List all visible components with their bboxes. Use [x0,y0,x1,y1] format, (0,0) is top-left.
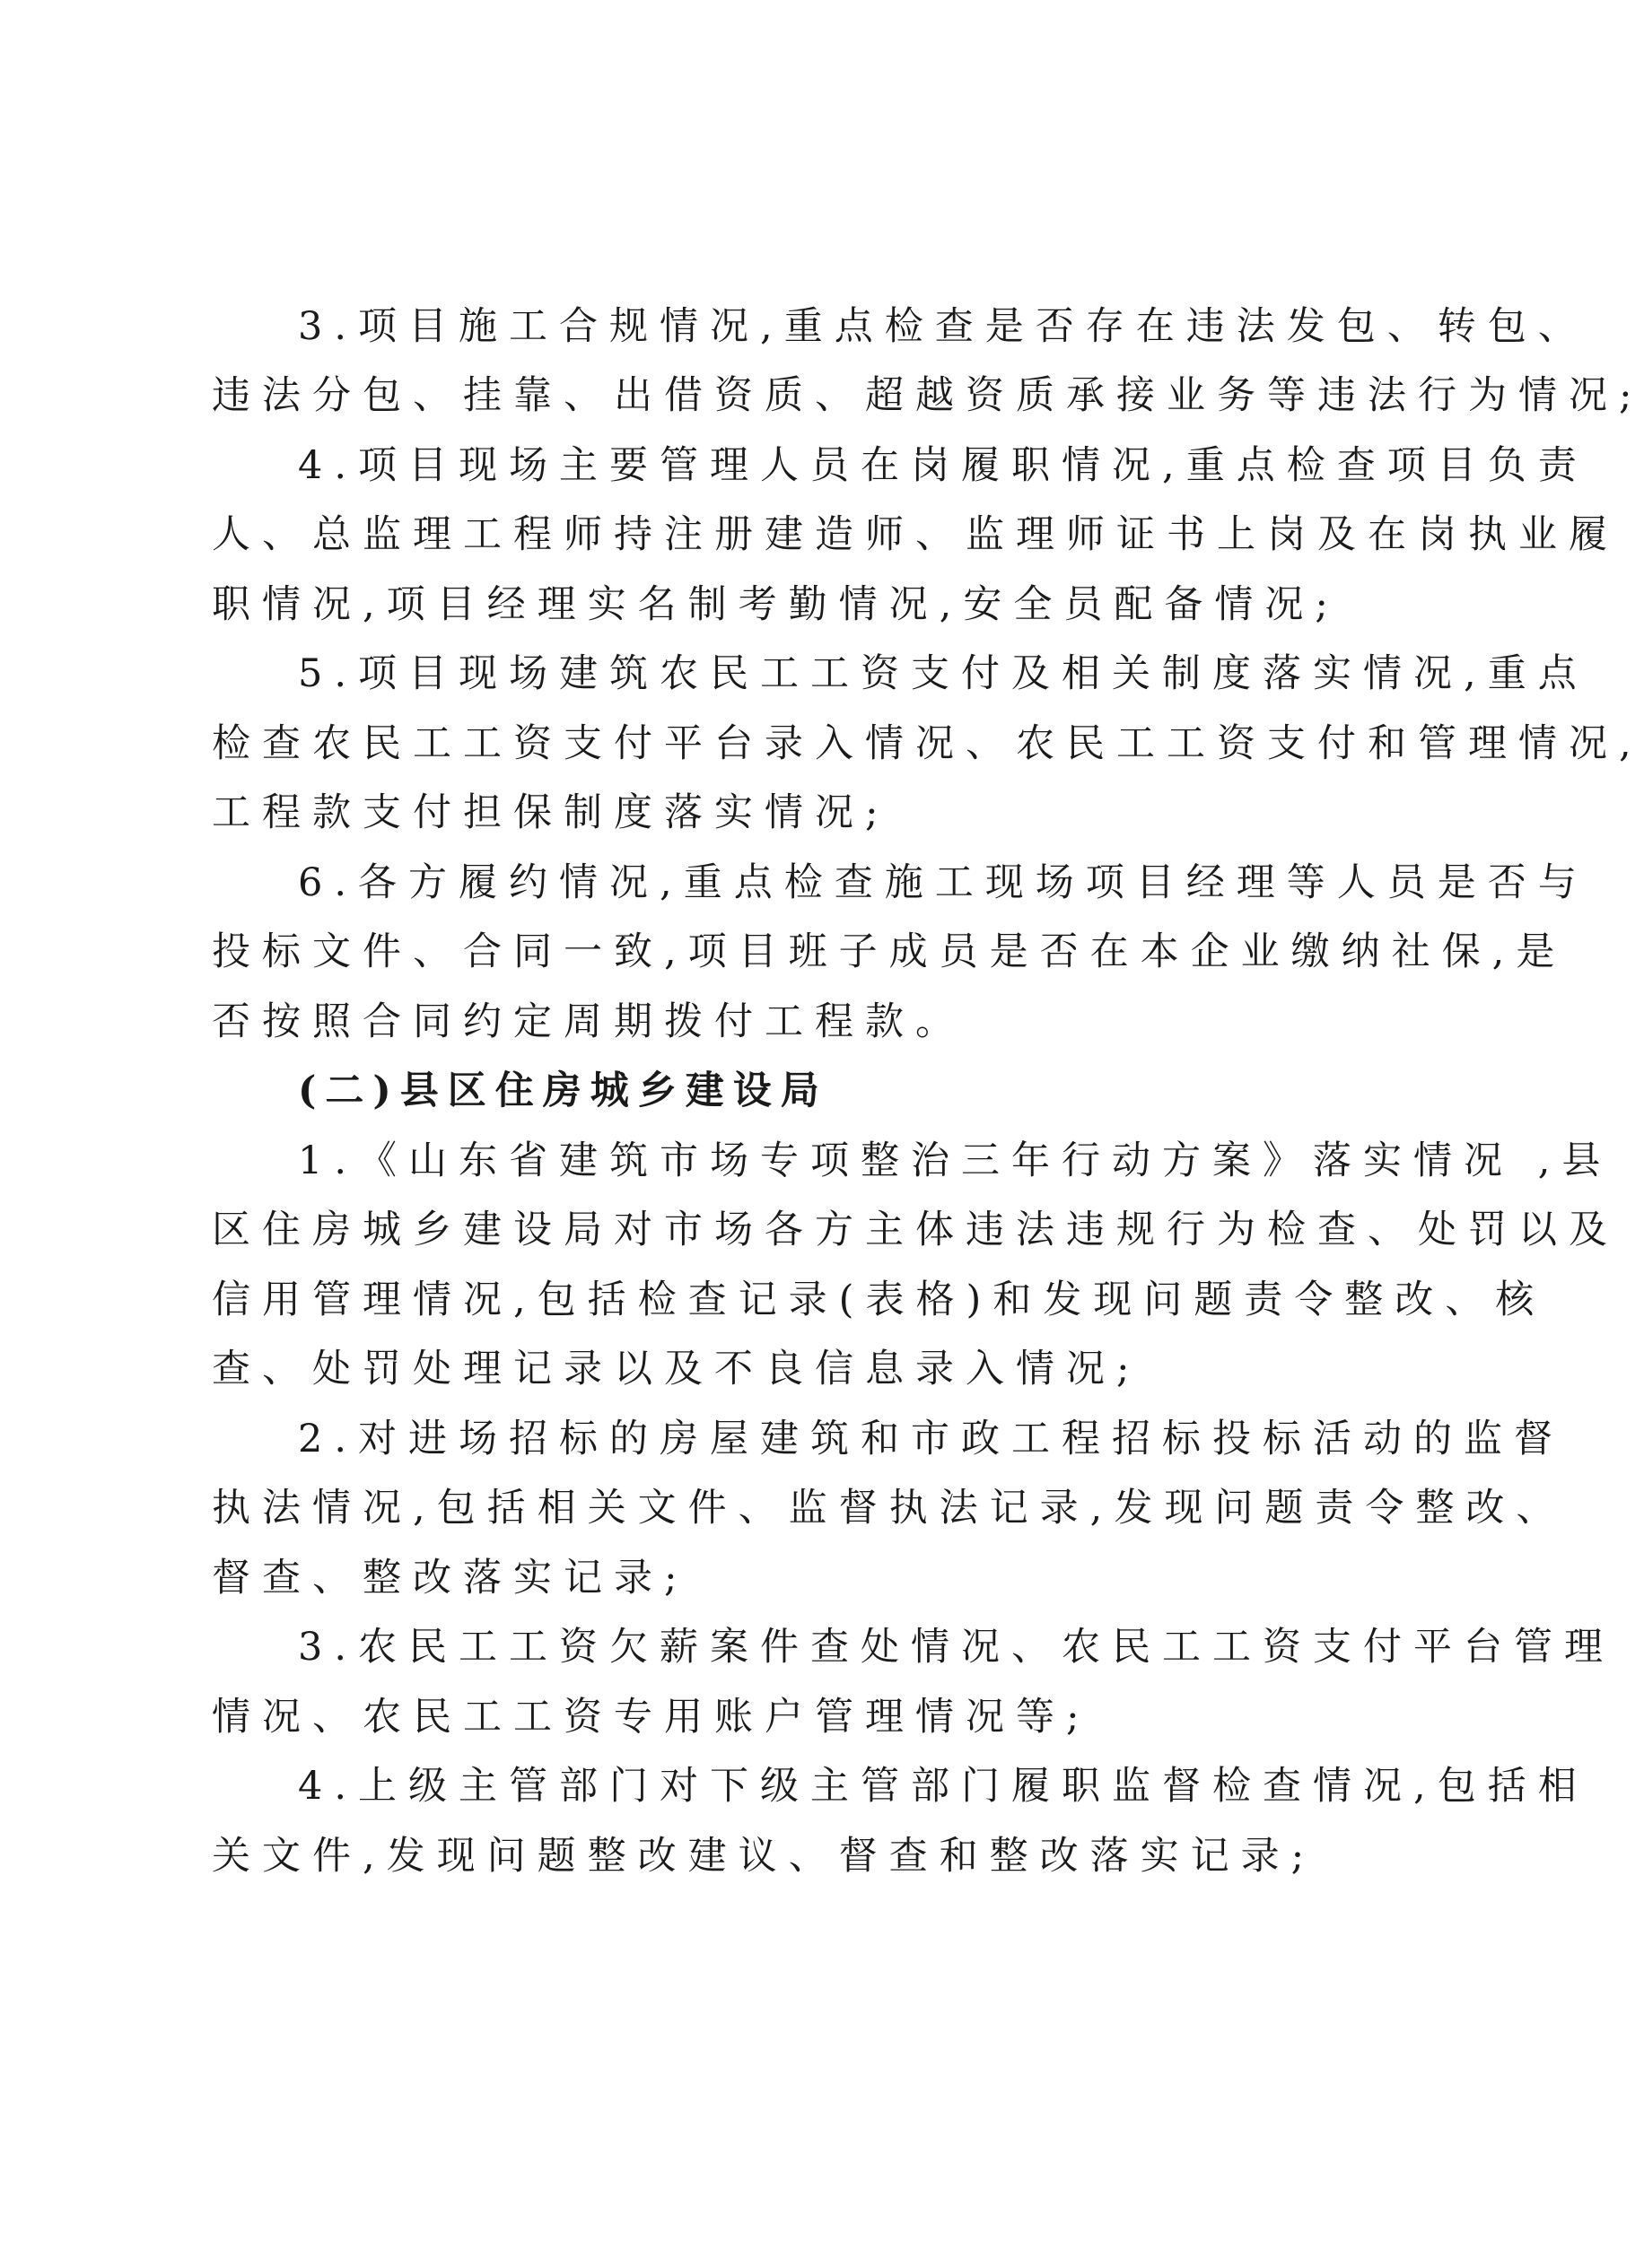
paragraph-line: 执法情况,包括相关文件、监督执法记录,发现问题责令整改、 [212,1486,1567,1531]
paragraph-line: 关文件,发现问题整改建议、督查和整改落实记录; [212,1834,1316,1879]
paragraph-line: 工程款支付担保制度落实情况; [212,790,890,835]
paragraph-line: 督查、整改落实记录; [212,1556,689,1601]
paragraph-line: 1.《山东省建筑市场专项整治三年行动方案》落实情况 ,县 [298,1138,1613,1183]
paragraph-line: 4.上级主管部门对下级主管部门履职监督检查情况,包括相 [298,1764,1588,1809]
paragraph-line: 区住房城乡建设局对市场各方主体违法违规行为检查、处罚以及 [212,1208,1619,1252]
paragraph-line: 否按照合同约定周期拨付工程款。 [212,999,966,1044]
paragraph-line: 3.农民工工资欠薪案件查处情况、农民工工资支付平台管理 [298,1625,1615,1670]
section-heading: (二)县区住房城乡建设局 [298,1069,828,1113]
paragraph-line: 2.对进场招标的房屋建筑和市政工程招标投标活动的监督 [298,1417,1565,1461]
paragraph-line: 投标文件、合同一致,项目班子成员是否在本企业缴纳社保,是 [212,929,1567,974]
paragraph-line: 信用管理情况,包括检查记录(表格)和发现问题责令整改、核 [212,1278,1546,1322]
paragraph-line: 情况、农民工工资专用账户管理情况等; [212,1695,1091,1740]
paragraph-line: 检查农民工工资支付平台录入情况、农民工工资支付和管理情况, [212,721,1643,766]
paragraph-line: 违法分包、挂靠、出借资质、超越资质承接业务等违法行为情况; [212,373,1644,418]
paragraph-line: 查、处罚处理记录以及不良信息录入情况; [212,1347,1141,1391]
paragraph-line: 人、总监理工程师持注册建造师、监理师证书上岗及在岗执业履 [212,512,1619,557]
paragraph-line: 职情况,项目经理实名制考勤情况,安全员配备情况; [212,582,1340,627]
paragraph-line: 6.各方履约情况,重点检查施工现场项目经理等人员是否与 [298,860,1588,905]
paragraph-line: 5.项目现场建筑农民工工资支付及相关制度落实情况,重点 [298,651,1588,696]
paragraph-line: 4.项目现场主要管理人员在岗履职情况,重点检查项目负责 [298,443,1588,488]
paragraph-line: 3.项目施工合规情况,重点检查是否存在违法发包、转包、 [298,304,1588,349]
